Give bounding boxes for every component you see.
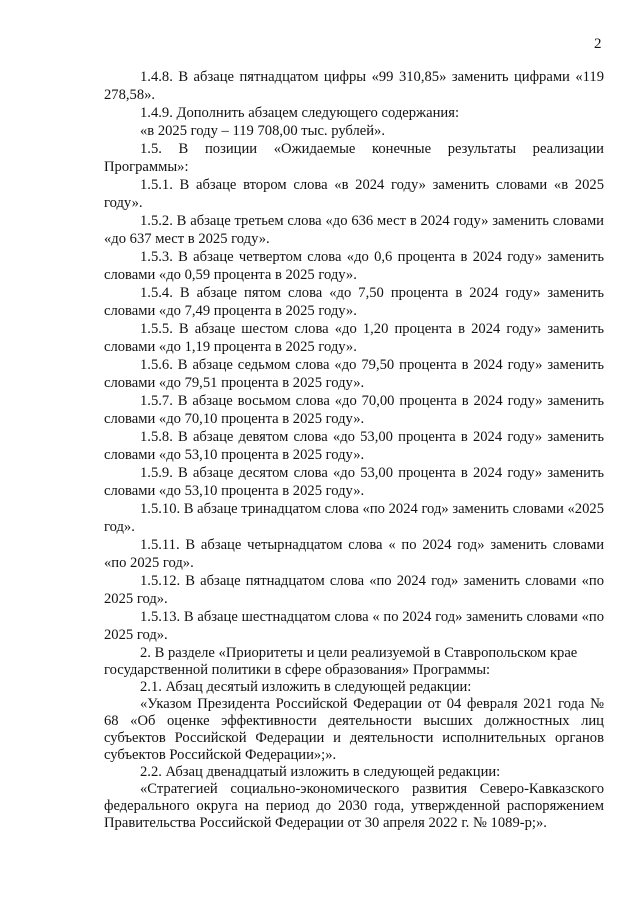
paragraph-1-4-9-text: «в 2025 году – 119 708,00 тыс. рублей». (140, 123, 386, 139)
section-2-heading: 2. В разделе «Приоритеты и цели реализуемой в Ставропольском крае государственной политики в сфере образования» Программы: (104, 645, 578, 678)
paragraph-1-5-8: 1.5.8. В абзаце девятом слова «до 53,00 процента в 2024 году» заменить словами «до 53,10 процента в 2025 году». (104, 429, 604, 463)
paragraph-1-5-12: 1.5.12. В абзаце пятнадцатом слова «по 2024 год» заменить словами «по 2025 год». (104, 573, 604, 607)
paragraph-1-5-10: 1.5.10. В абзаце тринадцатом слова «по 2024 год» заменить словами «2025 год». (104, 501, 604, 535)
paragraph-1-5-4: 1.5.4. В абзаце пятом слова «до 7,50 процента в 2024 году» заменить словами «до 7,49 процента в 2025 году». (104, 285, 604, 319)
paragraph-2-1-text: «Указом Президента Российской Федерации от 04 февраля 2021 года № 68 «Об оценке эффективности деятельности высших должностных лиц субъектов Российской Федерации и деятельности исполнительных органов субъектов Российской Федерации»;». (104, 696, 604, 763)
paragraph-2-2: 2.2. Абзац двенадцатый изложить в следующей редакции: (140, 764, 501, 780)
paragraph-1-5-13: 1.5.13. В абзаце шестнадцатом слова « по 2024 год» заменить словами «по 2025 год». (104, 609, 604, 643)
paragraph-1-5-11: 1.5.11. В абзаце четырнадцатом слова « по 2024 год» заменить словами «по 2025 год». (104, 537, 604, 571)
paragraph-1-5-9: 1.5.9. В абзаце десятом слова «до 53,00 процента в 2024 году» заменить словами «до 53,10 процента в 2025 году». (104, 465, 604, 499)
paragraph-1-5: 1.5. В позиции «Ожидаемые конечные результаты реализации Программы»: (104, 141, 604, 175)
paragraph-1-5-3: 1.5.3. В абзаце четвертом слова «до 0,6 процента в 2024 году» заменить словами «до 0,59 процента в 2025 году». (104, 249, 604, 283)
section-1-amendments (104, 68, 604, 644)
paragraph-1-5-6: 1.5.6. В абзаце седьмом слова «до 79,50 процента в 2024 году» заменить словами «до 79,51 процента в 2025 году». (104, 357, 604, 391)
paragraph-1-4-9: 1.4.9. Дополнить абзацем следующего содержания: (140, 105, 460, 121)
paragraph-1-5-5: 1.5.5. В абзаце шестом слова «до 1,20 процента в 2024 году» заменить словами «до 1,19 процента в 2025 году». (104, 321, 604, 355)
paragraph-1-4-8: 1.4.8. В абзаце пятнадцатом цифры «99 310,85» заменить цифрами «119 278,58». (104, 69, 604, 103)
section-2-amendments (104, 645, 604, 832)
paragraph-1-5-1: 1.5.1. В абзаце втором слова «в 2024 году» заменить словами «в 2025 году». (104, 177, 604, 211)
page-number: 2 (594, 36, 602, 52)
paragraph-2-2-text: «Стратегией социально-экономического развития Северо-Кавказского федерального округа на период до 2030 года, утвержденной распоряжением Правительства Российской Федерации от 30 апреля 2022 г. № 1089-р;». (104, 781, 604, 831)
paragraph-2-1: 2.1. Абзац десятый изложить в следующей редакции: (140, 679, 472, 695)
paragraph-1-5-2: 1.5.2. В абзаце третьем слова «до 636 мест в 2024 году» заменить словами «до 637 мест в 2025 году». (104, 213, 604, 247)
paragraph-1-5-7: 1.5.7. В абзаце восьмом слова «до 70,00 процента в 2024 году» заменить словами «до 70,10 процента в 2025 году». (104, 393, 604, 427)
